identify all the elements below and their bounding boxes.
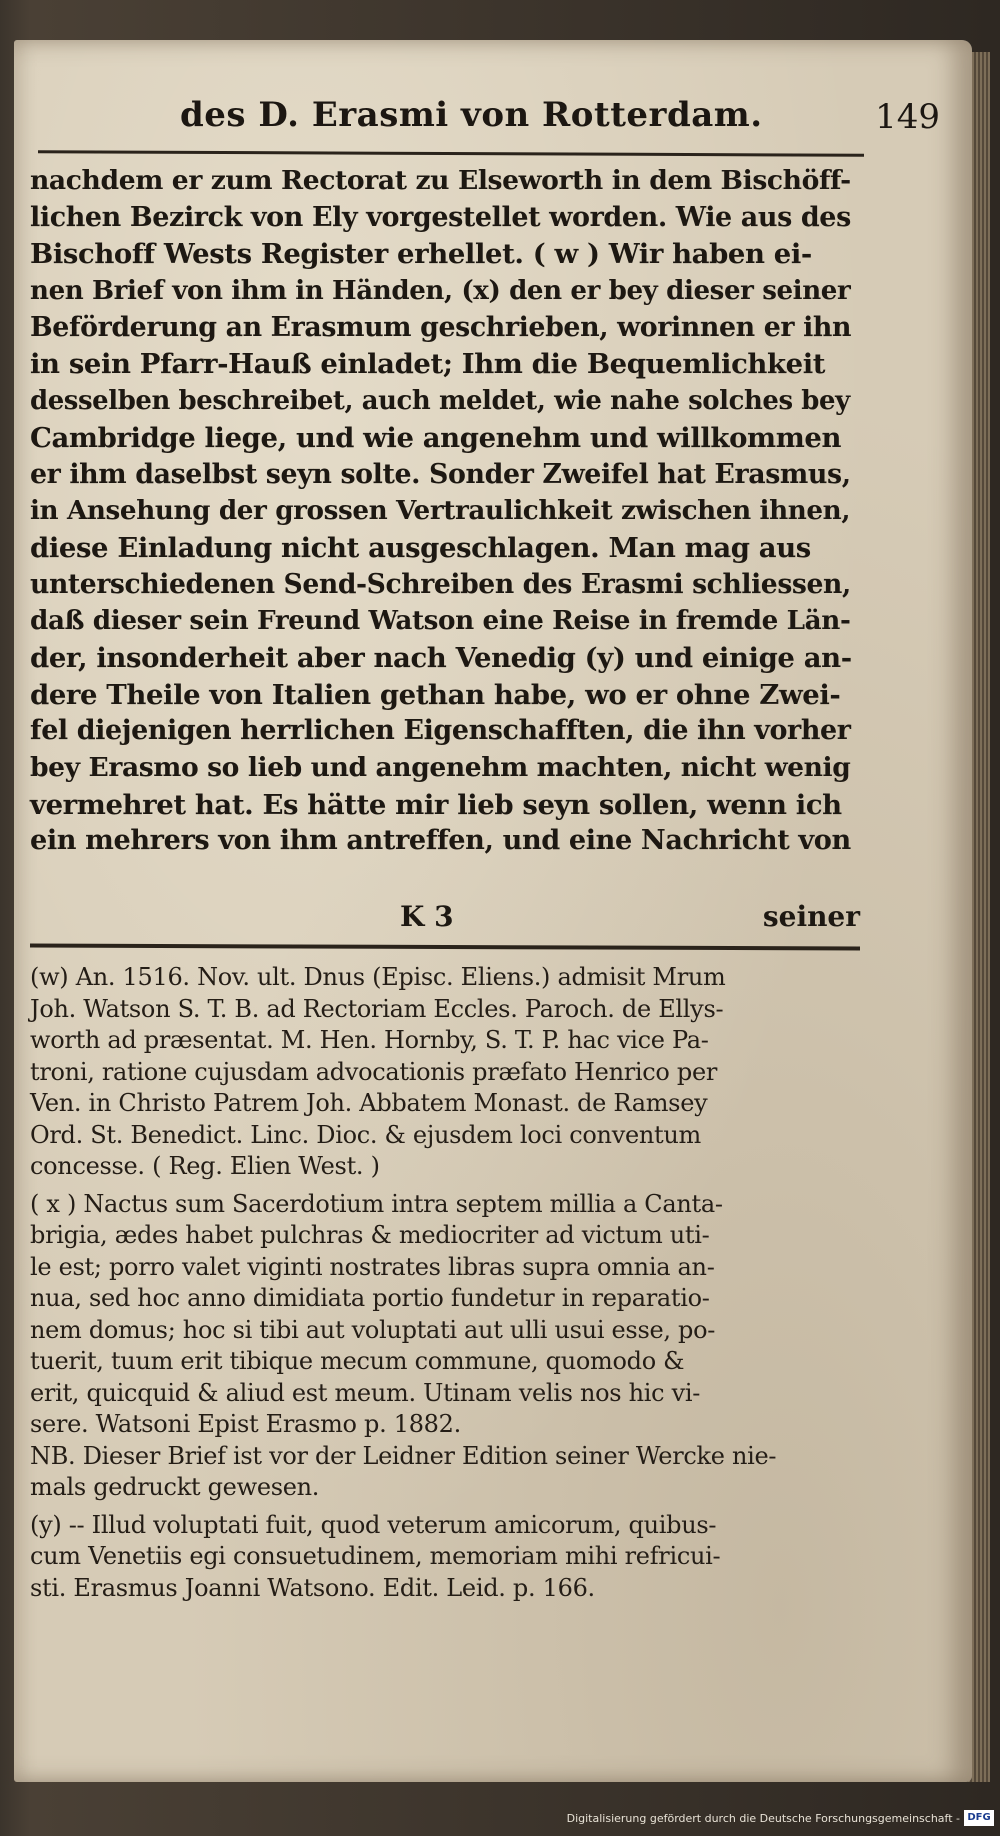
footnote-line: Ven. in Christo Patrem Joh. Abbatem Monast. de Ramsey — [30, 1089, 708, 1117]
text-line: dere Theile von Italien gethan habe, wo er ohne Zwei- — [30, 678, 841, 711]
running-head — [60, 95, 940, 147]
text-line: lichen Bezirck von Ely vorgestellet worden. Wie aus des — [30, 201, 851, 233]
footnote-line: le est; porro valet viginti nostrates libras supra omnia an- — [30, 1252, 715, 1281]
page-number: 149 — [875, 97, 940, 137]
footnote-line: troni, ratione cujusdam advocationis præfato Henrico per — [30, 1057, 718, 1086]
footnote-line: brigia, ædes habet pulchras & mediocriter ad victum uti- — [30, 1221, 710, 1249]
footnote-x — [30, 1189, 860, 1504]
footnote-line: tuerit, tuum erit tibique mecum commune, quomodo & — [30, 1347, 685, 1375]
footnote-line: (y) -- Illud voluptati fuit, quod veterum amicorum, quibus- — [30, 1510, 717, 1539]
footnote-line: (w) An. 1516. Nov. ult. Dnus (Episc. Eliens.) admisit Mrum — [30, 963, 726, 991]
footnote-line: sti. Erasmus Joanni Watsono. Edit. Leid. p. 166. — [30, 1573, 595, 1602]
digitization-credit: Digitalisierung gefördert durch die Deutsche Forschungsgemeinschaft - — [566, 1812, 960, 1825]
text-line: unterschiedenen Send-Schreiben des Erasmi schliessen, — [30, 568, 851, 600]
footnote-line: worth ad præsentat. M. Hen. Hornby, S. T. P. hac vice Pa- — [30, 1026, 709, 1054]
footnote-y — [30, 1510, 860, 1605]
text-line: diese Einladung nicht ausgeschlagen. Man mag aus — [30, 531, 811, 564]
footnote-line: concesse. ( Reg. Elien West. ) — [30, 1152, 380, 1180]
text-line: daß dieser sein Freund Watson eine Reise in fremde Län- — [30, 605, 851, 637]
footnote-line: nem domus; hoc si tibi aut voluptati aut ulli usui esse, po- — [30, 1315, 716, 1344]
footnote-line: cum Venetiis egi consuetudinem, memoriam mihi refricui- — [30, 1542, 721, 1570]
text-line: Beförderung an Erasmum geschrieben, worinnen er ihn — [30, 311, 852, 343]
footnote-line: Ord. St. Benedict. Linc. Dioc. & ejusdem loci conventum — [30, 1120, 701, 1149]
text-line: nen Brief von ihm in Händen, (x) den er bey dieser seiner — [30, 275, 851, 307]
text-line: der, insonderheit aber nach Venedig (y) und einige an- — [30, 641, 852, 674]
signature-mark: K 3 — [400, 900, 454, 933]
text-line: nachdem er zum Rectorat zu Elseworth in dem Bischöff- — [30, 165, 851, 196]
text-line: Cambridge liege, und wie angenehm und willkommen — [30, 421, 842, 454]
text-line: er ihm daselbst seyn solte. Sonder Zweifel hat Erasmus, — [30, 458, 851, 490]
main-text — [30, 163, 860, 860]
text-line: vermehret hat. Es hätte mir lieb seyn sollen, wenn ich — [30, 788, 842, 821]
footnote-line: nua, sed hoc anno dimidiata portio fundetur in reparatio- — [30, 1284, 710, 1312]
footnote-line: sere. Watsoni Epist Erasmo p. 1882. — [30, 1410, 461, 1438]
text-line: ein mehrers von ihm antreffen, und eine Nachricht von — [30, 825, 851, 857]
text-line: bey Erasmo so lieb und angenehm machten, nicht wenig — [30, 752, 851, 783]
text-line: in Ansehung der grossen Vertraulichkeit zwischen ihnen, — [30, 495, 851, 527]
text-line: fel diejenigen herrlichen Eigenschafften, die ihn vorher — [30, 715, 851, 747]
dfg-logo: DFG — [964, 1810, 994, 1826]
footnotes — [30, 962, 860, 1604]
footnote-w — [30, 962, 860, 1183]
footnote-line: mals gedruckt gewesen. — [30, 1473, 320, 1501]
footnote-line: Joh. Watson S. T. B. ad Rectoriam Eccles. Paroch. de Ellys- — [30, 994, 724, 1023]
catchword: seiner — [762, 900, 860, 933]
running-title: des D. Erasmi von Rotterdam. — [180, 95, 763, 135]
catch-row — [30, 900, 860, 940]
footnote-line: ( x ) Nactus sum Sacerdotium intra septem millia a Canta- — [30, 1189, 723, 1218]
footnote-line: erit, quicquid & aliud est meum. Utinam velis nos hic vi- — [30, 1378, 701, 1407]
text-line: desselben beschreibet, auch meldet, wie nahe solches bey — [30, 386, 850, 417]
footnote-line: NB. Dieser Brief ist vor der Leidner Edition seiner Wercke nie- — [30, 1441, 777, 1470]
text-line: Bischoff Wests Register erhellet. ( w ) Wir haben ei- — [30, 238, 812, 271]
text-line: in sein Pfarr-Hauß einladet; Ihm die Bequemlichkeit — [30, 348, 826, 381]
